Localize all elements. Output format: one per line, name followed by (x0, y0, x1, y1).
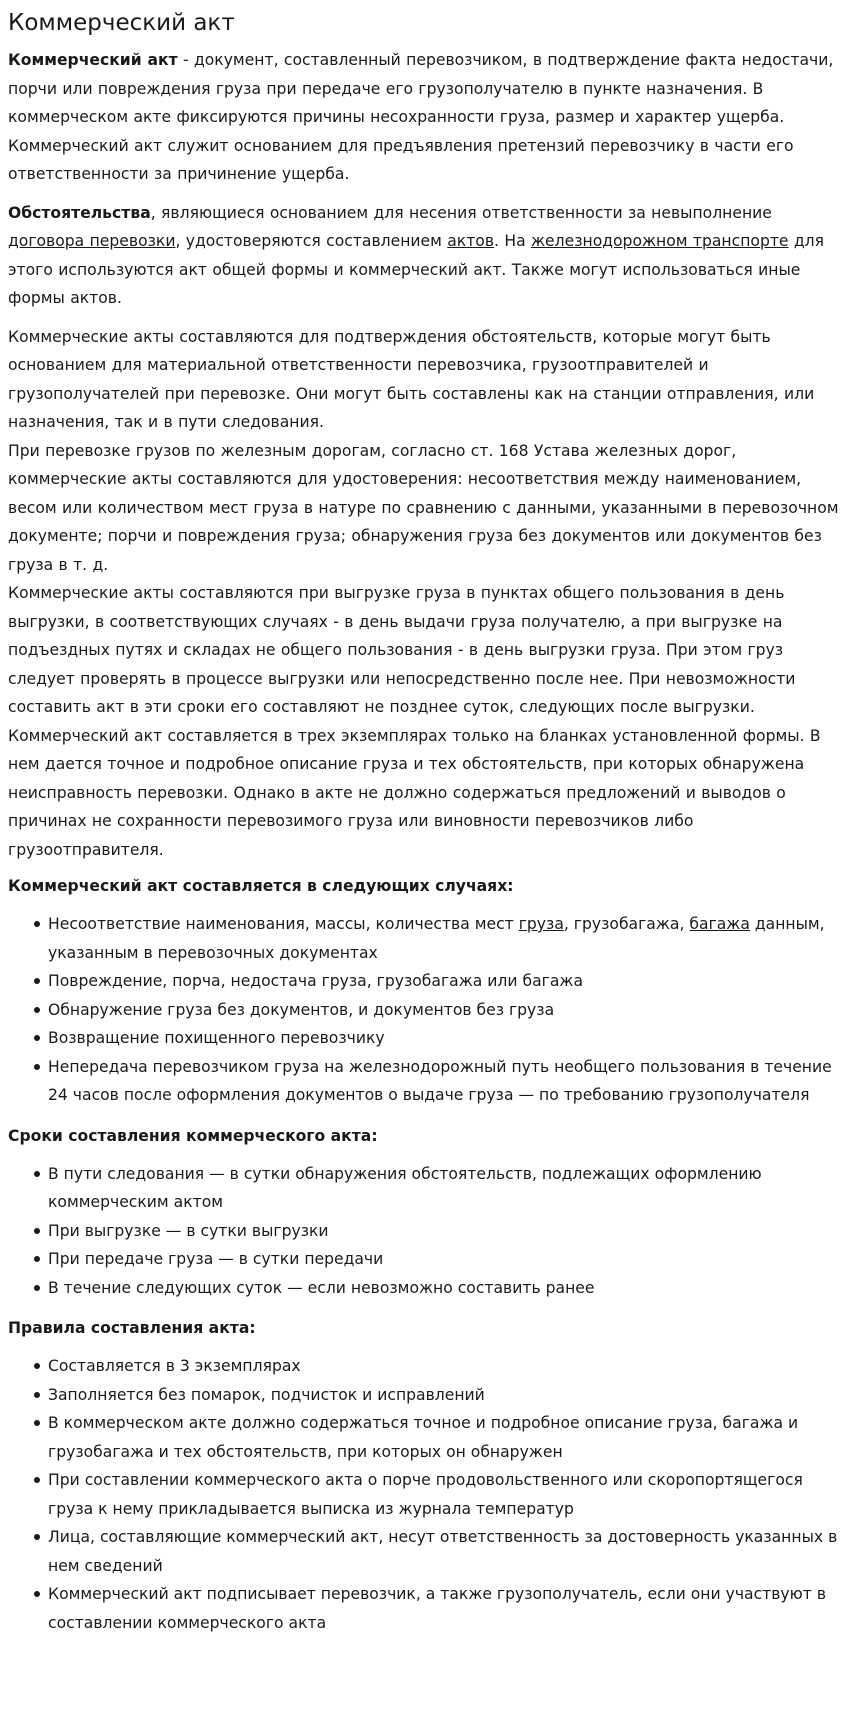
list-item: При составлении коммерческого акта о порче продовольственного или скоропортящегося груза к нему прикладывается выписка из журнала температур (48, 1466, 839, 1523)
circumstances-text: , являющиеся основанием для несения ответственности за невыполнение (150, 203, 772, 222)
rules-heading: Правила составления акта: (8, 1319, 256, 1337)
list-item: В течение следующих суток — если невозможно составить ранее (48, 1274, 839, 1303)
paragraph-form: Коммерческий акт составляется в трех экземплярах только на бланках установленной формы. В нем дается точное и подробное описание груза и тех обстоятельств, при которых обнаружена неисправность перевозки. Однако в акте не должно содержаться предложений и выводов о причинах не сохранности перевозимого груза или виновности перевозчиков либо грузоотправителя. (8, 726, 821, 859)
circumstances-text: . На (494, 232, 531, 250)
link-acts[interactable]: актов (447, 232, 495, 250)
paragraph-unloading: Коммерческие акты составляются при выгрузке груза в пунктах общего пользования в день выгрузки, в соответствующих случаях - в день выдачи груза получателю, а при выгрузке на подъездных путях и складах не общего пользования - в день выгрузки груза. При этом груз следует проверять в процессе выгрузки или непосредственно после нее. При невозможности составить акт в эти сроки его составляют не позднее суток, следующих после выгрузки. (8, 584, 796, 716)
link-contract-of-carriage[interactable]: договора перевозки (8, 232, 176, 250)
page-title: Коммерческий акт (8, 10, 235, 36)
list-item: При выгрузке — в сутки выгрузки (48, 1217, 839, 1246)
list-item: В пути следования — в сутки обнаружения обстоятельств, подлежащих оформлению коммерческим актом (48, 1160, 839, 1217)
list-item: В коммерческом акте должно содержаться точное и подробное описание груза, багажа и грузобагажа и тех обстоятельств, при которых он обнаружен (48, 1409, 839, 1466)
paragraph-railway-charter: При перевозке грузов по железным дорогам, согласно ст. 168 Устава железных дорог, коммерческие акты составляются для удостоверения: несоответствия между наименованием, весом или количеством мест груза в натуре по сравнению с данными, указанными в перевозочном документе; порчи и повреждения груза; обнаружения груза без документов или документов без груза в т. д. (8, 441, 839, 574)
rules-list (8, 1352, 839, 1637)
list-item-text: , грузобагажа, (563, 915, 690, 933)
list-item: Непередача перевозчиком груза на железнодорожный путь необщего пользования в течение 24 часов после оформления документов о выдаче груза — по требованию грузополучателя (48, 1053, 839, 1110)
intro-term: Коммерческий акт (8, 51, 178, 69)
list-item: Составляется в 3 экземплярах (48, 1352, 839, 1381)
list-item: Коммерческий акт подписывает перевозчик, а также грузополучатель, если они участвуют в составлении коммерческого акта (48, 1580, 839, 1637)
list-item: Повреждение, порча, недостача груза, грузобагажа или багажа (48, 967, 839, 996)
circumstances-text: для этого используются акт общей формы и коммерческий акт. Также могут использоваться иные формы актов. (8, 232, 825, 307)
link-railway-transport[interactable]: железнодорожном транспорте (531, 232, 789, 250)
intro-text: - документ, составленный перевозчиком, в подтверждение факта недостачи, порчи или повреждения груза при передаче его грузополучателю в пункте назначения. В коммерческом акте фиксируются причины несохранности груза, размер и характер ущерба. Коммерческий акт служит основанием для предъявления претензий перевозчику в части его ответственности за причинение ущерба. (8, 51, 834, 183)
list-item: Лица, составляющие коммерческий акт, несут ответственность за достоверность указанных в нем сведений (48, 1523, 839, 1580)
list-item-text: Несоответствие наименования, массы, количества мест (48, 915, 519, 933)
intro-paragraph (8, 46, 839, 189)
deadlines-list (8, 1160, 839, 1303)
list-item: При передаче груза — в сутки передачи (48, 1245, 839, 1274)
deadlines-heading: Сроки составления коммерческого акта: (8, 1126, 378, 1145)
circumstances-paragraph (8, 199, 839, 313)
article (0, 8, 847, 1637)
link-cargo[interactable]: груза (518, 915, 564, 933)
paragraph-purpose: Коммерческие акты составляются для подтверждения обстоятельств, которые могут быть основанием для материальной ответственности перевозчика, грузоотправителей и грузополучателей при перевозке. Они могут быть составлены как на станции отправления, или назначения, так и в пути следования. (8, 327, 815, 431)
cases-heading: Коммерческий акт составляется в следующих случаях: (8, 877, 514, 895)
link-baggage[interactable]: багажа (689, 915, 750, 933)
list-item: Обнаружение груза без документов, и документов без груза (48, 996, 839, 1025)
list-item-text: данным, указанным в перевозочных документах (48, 915, 825, 962)
list-item: Заполняется без помарок, подчисток и исправлений (48, 1381, 839, 1410)
circumstances-text: , удостоверяются составлением (175, 232, 448, 250)
circumstances-term: Обстоятельства (8, 203, 151, 222)
cases-list (8, 910, 839, 1110)
list-item (48, 910, 839, 967)
list-item: Возвращение похищенного перевозчику (48, 1024, 839, 1053)
